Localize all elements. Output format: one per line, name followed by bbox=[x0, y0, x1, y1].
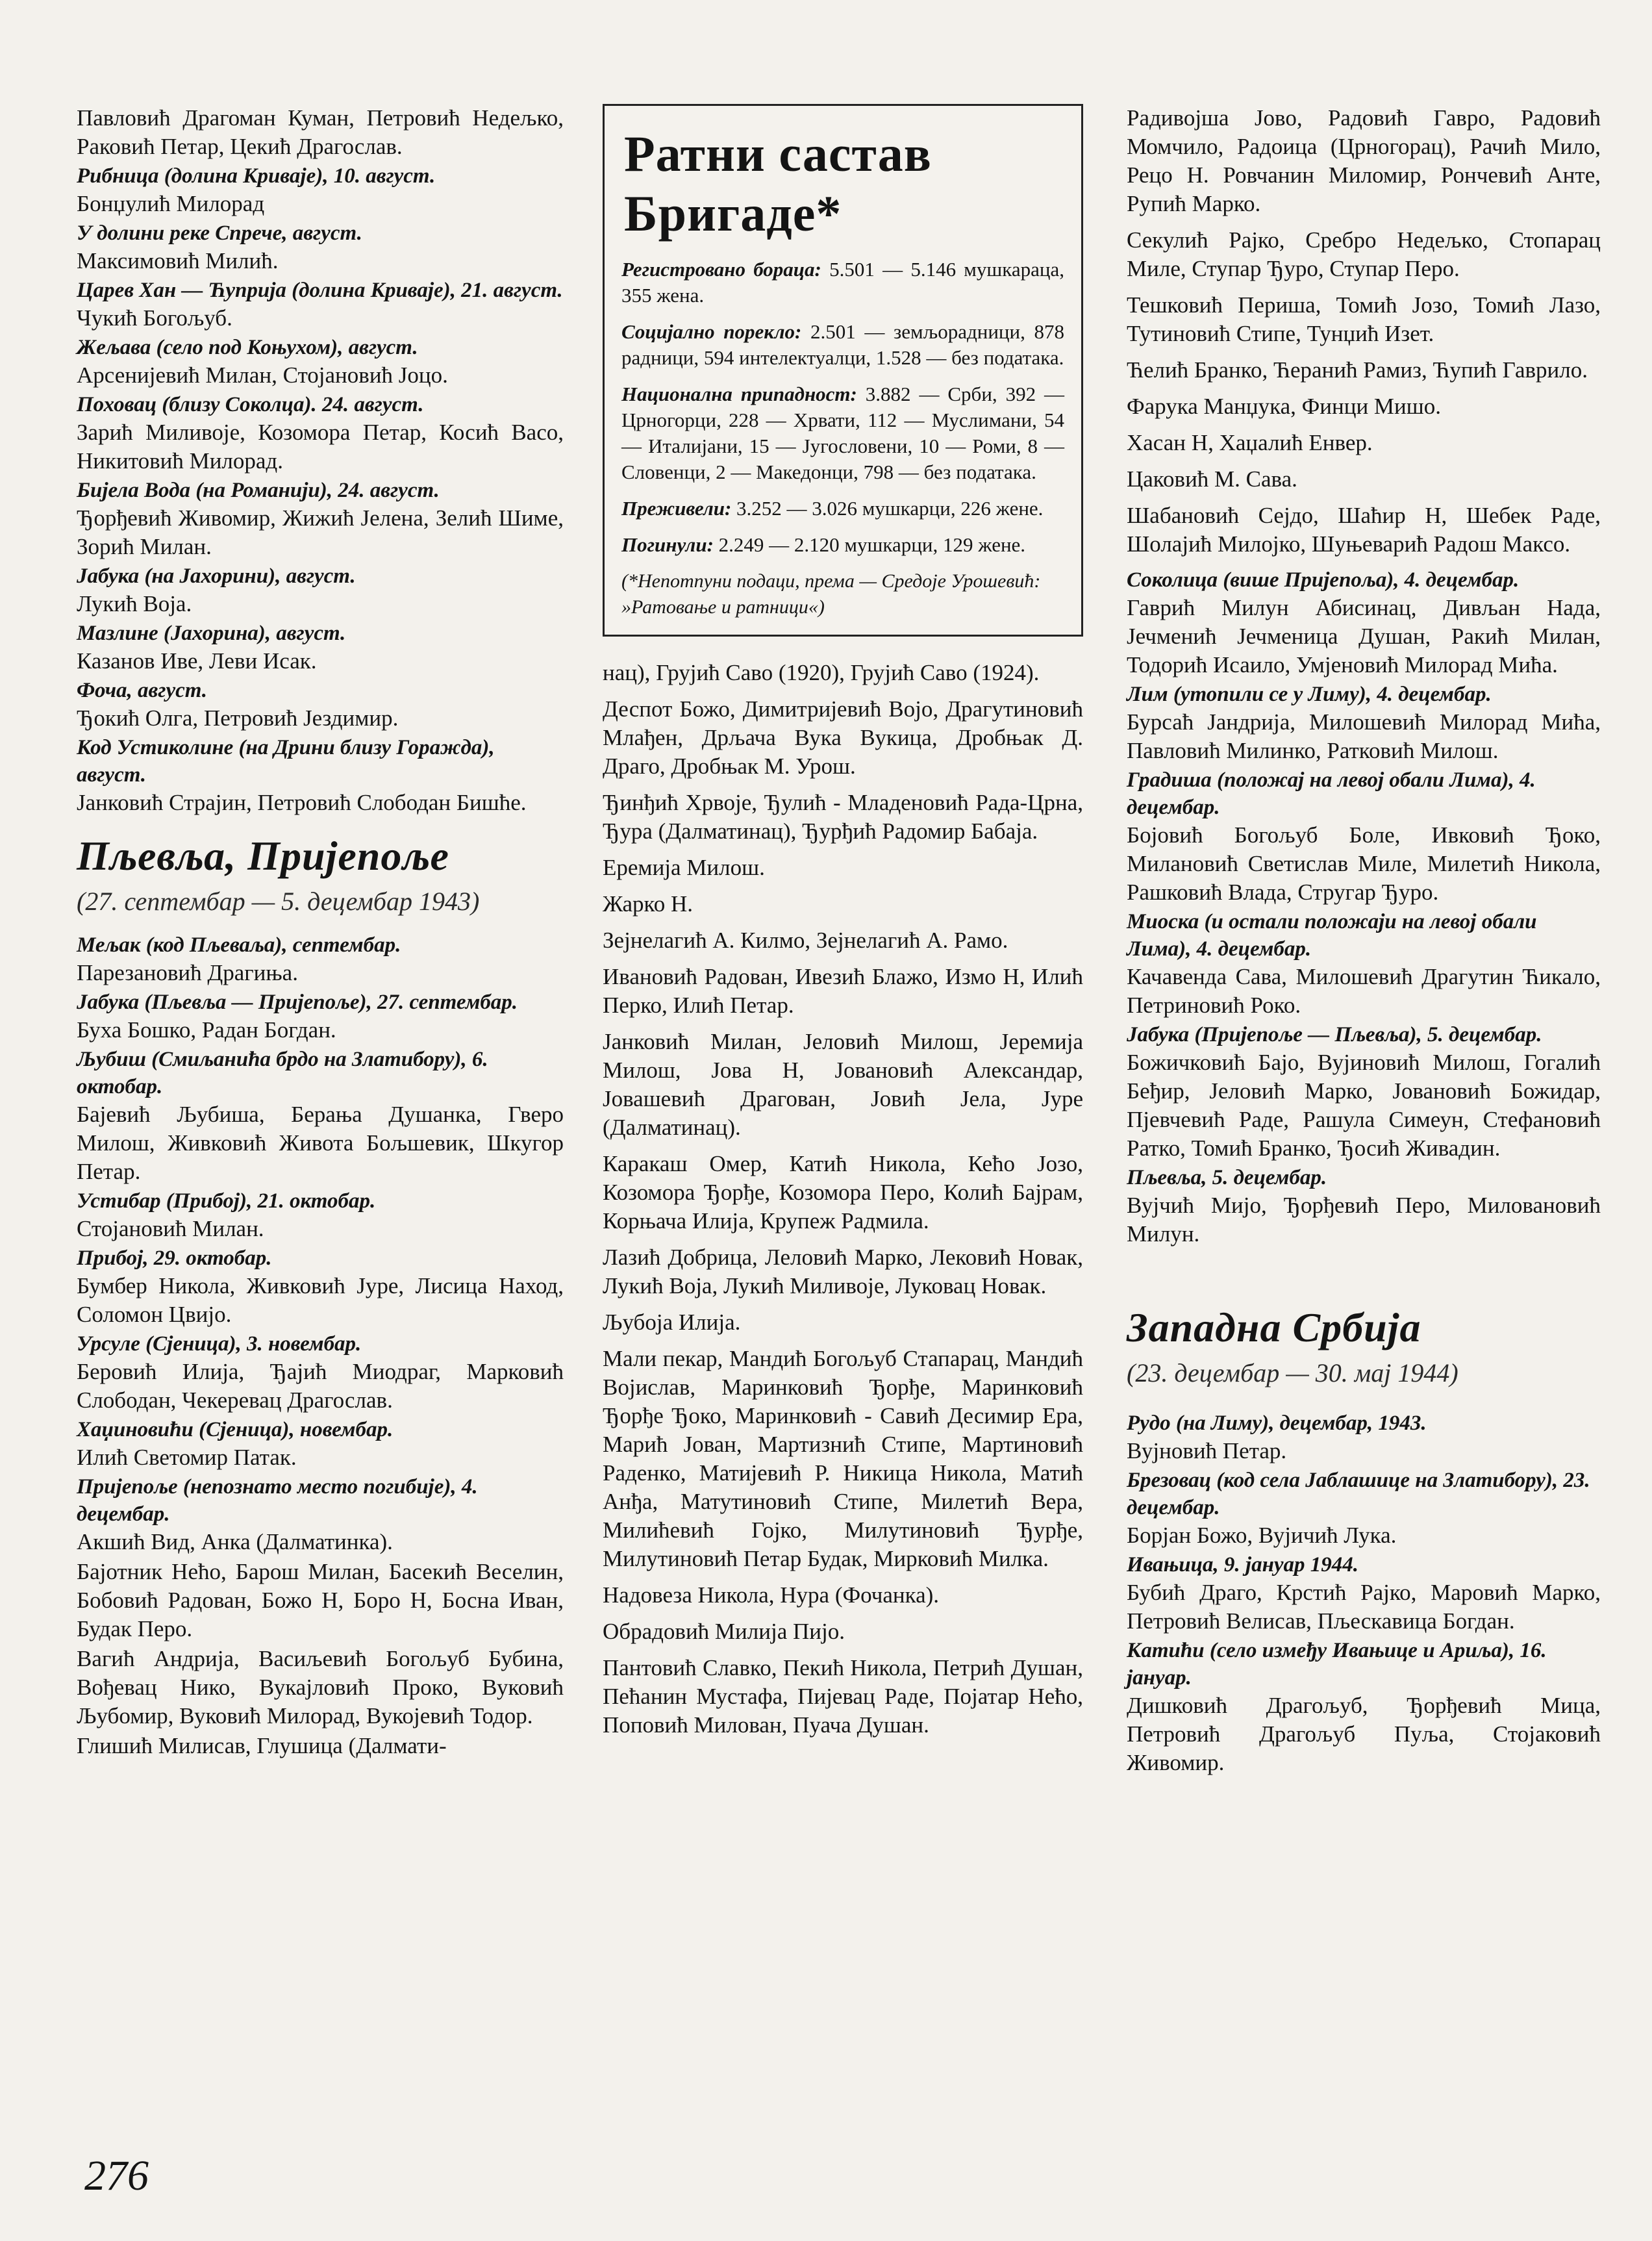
name-paragraph: Зејнелагић А. Килмо, Зејнелагић А. Рамо. bbox=[603, 928, 1008, 953]
location-heading: Лим (утопили се у Лиму), 4. децембар. bbox=[1127, 683, 1492, 706]
column-3 bbox=[1127, 104, 1601, 1779]
casualty-entry bbox=[77, 162, 564, 218]
name-paragraph: Жарко Н. bbox=[603, 891, 694, 917]
casualty-entry bbox=[77, 1046, 564, 1186]
names-text: Ђокић Олга, Петровић Јездимир. bbox=[77, 705, 399, 731]
casualty-entry bbox=[1127, 1164, 1601, 1248]
location-heading: Бијела Вода (на Романији), 24. август. bbox=[77, 479, 440, 502]
location-heading: Пљевља, 5. децембар. bbox=[1127, 1166, 1327, 1189]
column-2 bbox=[603, 104, 1083, 1747]
box-title: Ратни састав Бригаде* bbox=[624, 125, 932, 242]
casualty-entry bbox=[77, 1187, 564, 1243]
location-heading: Миоска (и остали положаји на левој обали Лима), 4. децембар. bbox=[1127, 910, 1537, 961]
casualty-entry bbox=[77, 931, 564, 987]
stat-text: 2.249 — 2.120 мушкарци, 129 жене. bbox=[718, 533, 1026, 556]
casualty-entry bbox=[1127, 1467, 1601, 1550]
names-text: Бајевић Љубиша, Берања Душанка, Гверо Милош, Живковић Живота Бољшевик, Шкугор Петар. bbox=[77, 1102, 564, 1184]
name-paragraph: Пантовић Славко, Пекић Никола, Петрић Душан, Пећанин Мустафа, Пијевац Раде, Појатар Нећо, Поповић Милован, Пуача Душан. bbox=[603, 1655, 1083, 1738]
stat-label: Регистровано бораца: bbox=[621, 258, 821, 281]
section-dates: (27. септембар — 5. децембар 1943) bbox=[77, 887, 480, 916]
stat-text: 5.501 — 5.146 мушкараца, 355 жена. bbox=[621, 258, 1065, 307]
name-paragraph: Секулић Рајко, Сребро Недељко, Стопарац Миле, Ступар Ђуро, Ступар Перо. bbox=[1127, 227, 1601, 281]
names-text: Бубић Драго, Крстић Рајко, Маровић Марко, Петровић Велисав, Пљескавица Богдан. bbox=[1127, 1580, 1601, 1634]
casualty-entry bbox=[1127, 1410, 1601, 1465]
casualty-entry bbox=[77, 563, 564, 618]
name-paragraph: нац), Грујић Саво (1920), Грујић Саво (1924). bbox=[603, 660, 1040, 685]
name-paragraph: Вагић Андрија, Васиљевић Богољуб Бубина, Вођевац Нико, Вукајловић Проко, Вуковић Љубомир, Вуковић Милорад, Вукојевић Тодор. bbox=[77, 1646, 564, 1728]
lead-paragraph: Павловић Драгоман Куман, Петровић Недељко, Раковић Петар, Цекић Драгослав. bbox=[77, 105, 564, 159]
stat-nationality bbox=[621, 381, 1064, 485]
casualty-entry bbox=[77, 477, 564, 561]
casualty-entry bbox=[77, 989, 564, 1045]
names-text: Качавенда Сава, Милошевић Драгутин Ћикало, Петриновић Роко. bbox=[1127, 964, 1601, 1018]
casualty-entry bbox=[1127, 1551, 1601, 1636]
name-paragraph: Надовеза Никола, Нура (Фочанка). bbox=[603, 1582, 940, 1608]
location-heading: Брезовац (код села Јаблашице на Златибору), 23. децембар. bbox=[1127, 1469, 1590, 1519]
section-dates: (23. децембар — 30. мај 1944) bbox=[1127, 1358, 1458, 1387]
location-heading: Катићи (село између Ивањице и Ариља), 16. јануар. bbox=[1127, 1639, 1547, 1690]
names-text: Јанковић Страјин, Петровић Слободан Бишће. bbox=[77, 790, 527, 815]
entries-list bbox=[1127, 566, 1601, 1248]
location-heading: Соколица (више Пријепоља), 4. децембар. bbox=[1127, 568, 1520, 592]
name-paragraph: Лазић Добрица, Лeловић Марко, Лековић Новак, Лукић Воја, Лукић Миливоје, Луковац Новак. bbox=[603, 1245, 1083, 1298]
names-text: Вујновић Петар. bbox=[1127, 1438, 1287, 1463]
location-heading: Хаџиновићи (Сјеница), новембар. bbox=[77, 1418, 394, 1441]
name-paragraph: Глишић Милисав, Глушица (Далмати- bbox=[77, 1733, 447, 1758]
location-heading: Ивањица, 9. јануар 1944. bbox=[1127, 1553, 1359, 1576]
name-paragraph: Ћелић Бранко, Ћеранић Рамиз, Ћупић Гаврило. bbox=[1127, 357, 1588, 383]
section-title: Пљевља, Пријепоље bbox=[77, 833, 449, 879]
stat-text: 3.252 — 3.026 мушкарци, 226 жене. bbox=[736, 497, 1044, 520]
name-paragraph: Фарука Манџука, Финци Мишо. bbox=[1127, 394, 1441, 419]
stats-box bbox=[603, 104, 1083, 637]
casualty-entry bbox=[1127, 766, 1601, 907]
stat-social-origin bbox=[621, 319, 1064, 371]
casualty-entry bbox=[77, 277, 564, 333]
names-text: Ђорђевић Живомир, Жижић Јелена, Зелић Шиме, Зорић Милан. bbox=[77, 505, 564, 559]
names-text: Бонџулић Милорад bbox=[77, 191, 265, 216]
entries-list bbox=[1127, 1410, 1601, 1777]
name-paragraph: Ђинђић Хрвоје, Ђулић - Младеновић Рада-Црна, Ђура (Далматинац), Ђурђић Радомир Бабаја. bbox=[603, 790, 1083, 844]
name-paragraph: Шабановић Сејдо, Шаћир Н, Шебек Раде, Шолајић Милојко, Шуњеварић Радош Максо. bbox=[1127, 503, 1601, 557]
names-text: Максимовић Милић. bbox=[77, 248, 279, 273]
location-heading: Јабука (Пљевља — Пријепоље), 27. септембар. bbox=[77, 991, 518, 1014]
casualty-entry bbox=[77, 1416, 564, 1472]
location-heading: Фоча, август. bbox=[77, 679, 208, 702]
names-text: Вујчић Мијо, Ђорђевић Перо, Миловановић Милун. bbox=[1127, 1193, 1601, 1247]
location-heading: Љубиш (Смиљанића брдо на Златибору), 6. октобар. bbox=[77, 1048, 488, 1098]
stat-registered bbox=[621, 257, 1064, 309]
entries-list bbox=[77, 162, 564, 817]
location-heading: Јабука (на Јахорини), август. bbox=[77, 564, 356, 588]
name-paragraph: Цаковић М. Сава. bbox=[1127, 466, 1297, 492]
location-heading: Царев Хан — Ћуприја (долина Криваје), 21. август. bbox=[77, 279, 563, 302]
column-1 bbox=[77, 104, 564, 1762]
location-heading: Жељава (село под Коњухом), август. bbox=[77, 336, 418, 359]
names-text: Зарић Миливоје, Козомора Петар, Косић Васо, Никитовић Милорад. bbox=[77, 420, 564, 474]
names-list bbox=[603, 659, 1083, 1740]
names-text: Борјан Божо, Вујичић Лука. bbox=[1127, 1523, 1397, 1548]
names-text: Буха Бошко, Радан Богдан. bbox=[77, 1017, 336, 1043]
section-title: Западна Србија bbox=[1127, 1304, 1421, 1350]
casualty-entry bbox=[1127, 1021, 1601, 1163]
location-heading: Устибар (Прибој), 21. октобар. bbox=[77, 1189, 376, 1213]
name-paragraph: Радивојша Јово, Радовић Гавро, Радовић Момчило, Радоица (Црногорац), Рачић Мило, Рецо Н. Ровчанин Миломир, Рончевић Анте, Рупић Марко. bbox=[1127, 105, 1601, 216]
stat-label: Преживели: bbox=[621, 497, 732, 520]
names-text: Стојановић Милан. bbox=[77, 1216, 264, 1241]
name-paragraph: Тешковић Периша, Томић Јозо, Томић Лазо, Тутиновић Стипе, Тунџић Изет. bbox=[1127, 292, 1601, 346]
names-text: Акшић Вид, Анка (Далматинка). bbox=[77, 1529, 393, 1554]
names-text: Казанов Иве, Леви Исак. bbox=[77, 648, 317, 674]
name-paragraph: Бајотник Нећо, Барош Милан, Басекић Веселин, Бобовић Радован, Божо Н, Боро Н, Босна Иван, Будак Перо. bbox=[77, 1559, 564, 1641]
entries-list bbox=[77, 931, 564, 1556]
names-text: Гаврић Милун Абисинац, Дивљан Нада, Јечменић Јечменица Душан, Ракић Милан, Тодорић Исаило, Умјеновић Милорад Мића. bbox=[1127, 595, 1601, 677]
casualty-entry bbox=[1127, 681, 1601, 765]
casualty-entry bbox=[1127, 566, 1601, 679]
location-heading: Рибница (долина Криваје), 10. август. bbox=[77, 164, 436, 188]
page-number: 276 bbox=[84, 2152, 149, 2199]
stat-label: Социјално порекло: bbox=[621, 320, 802, 343]
casualty-entry bbox=[77, 220, 564, 275]
location-heading: Урсуле (Сјеница), 3. новембар. bbox=[77, 1332, 362, 1356]
casualty-entry bbox=[77, 677, 564, 733]
names-list bbox=[1127, 104, 1601, 559]
box-note: (*Непотпуни подаци, према — Средоје Урошевић: »Ратовање и ратници«) bbox=[621, 570, 1041, 618]
casualty-entry bbox=[77, 734, 564, 817]
names-text: Арсенијевић Милан, Стојановић Јоцо. bbox=[77, 362, 448, 388]
names-text: Чукић Богољуб. bbox=[77, 305, 232, 331]
location-heading: Јабука (Пријепоље — Пљевља), 5. децембар. bbox=[1127, 1023, 1542, 1046]
location-heading: Рудо (на Лиму), децембар, 1943. bbox=[1127, 1412, 1427, 1435]
casualty-entry bbox=[77, 391, 564, 475]
location-heading: Прибој, 29. октобар. bbox=[77, 1247, 272, 1270]
stat-text: 3.882 — Срби, 392 — Црногорци, 228 — Хрвати, 112 — Муслимани, 54 — Италијани, 15 — Југословени, 10 — Роми, 8 — Словенци, 2 — Македонци, 798 — без података. bbox=[621, 383, 1064, 483]
names-text: Илић Светомир Патак. bbox=[77, 1445, 297, 1470]
location-heading: Пријепоље (непознато место погибије), 4. децембар. bbox=[77, 1475, 478, 1526]
name-paragraph: Деспот Божо, Димитријевић Војо, Драгутиновић Млађен, Дрљача Вука Вукица, Дробњак Д. Драго, Дробњак М. Урош. bbox=[603, 696, 1083, 779]
location-heading: Поховац (близу Соколца). 24. август. bbox=[77, 393, 424, 416]
names-text: Божичковић Бајо, Вујиновић Милош, Гогалић Беђир, Јеловић Марко, Јовановић Божидар, Пјевчевић Раде, Рашула Симеун, Стефановић Ратко, Томић Бранко, Ђосић Живадин. bbox=[1127, 1050, 1601, 1161]
name-paragraph: Хасан Н, Хаџалић Енвер. bbox=[1127, 430, 1373, 455]
stat-text: 2.501 — земљорадници, 878 радници, 594 интелектуалци, 1.528 — без података. bbox=[621, 320, 1064, 369]
stat-label: Национална припадност: bbox=[621, 383, 857, 405]
casualty-entry bbox=[1127, 908, 1601, 1020]
stat-survived bbox=[621, 496, 1064, 522]
location-heading: Мазлине (Јахорина), август. bbox=[77, 622, 346, 645]
name-paragraph: Мали пекар, Мандић Богољуб Стапарац, Мандић Војислав, Маринковић Ђорђе, Маринковић Ђорђе Ђоко, Маринковић - Савић Десимир Ера, Марић Јован, Мартизнић Стипе, Мартиновић Раденко, Матијевић Р. Никица Никола, Матић Анђа, Матутиновић Стипе, Милетић Вера, Милићевић Гојко, Милутиновић Ђурђе, Милутиновић Петар Будак, Мирковић Милка. bbox=[603, 1346, 1083, 1571]
name-paragraph: Љубоја Илија. bbox=[603, 1310, 741, 1335]
names-text: Дишковић Драгољуб, Ђорђевић Мица, Петровић Драгољуб Пуља, Стојаковић Живомир. bbox=[1127, 1693, 1601, 1775]
name-paragraph: Еремија Милош. bbox=[603, 855, 765, 880]
location-heading: Код Устиколине (на Дрини близу Горажда), август. bbox=[77, 736, 495, 787]
casualty-entry bbox=[77, 334, 564, 390]
stat-label: Погинули: bbox=[621, 533, 714, 556]
names-text: Беровић Илија, Ђајић Миодраг, Марковић Слободан, Чекеревац Драгослав. bbox=[77, 1359, 564, 1413]
name-paragraph: Каракаш Омер, Катић Никола, Кећо Јозо, Козомора Ђорђе, Козомора Перо, Колић Бајрам, Корњача Илија, Крупеж Радмила. bbox=[603, 1151, 1083, 1234]
casualty-entry bbox=[77, 1330, 564, 1415]
name-paragraph: Ивановић Радован, Ивезић Блажо, Измо Н, Илић Перко, Илић Петар. bbox=[603, 964, 1083, 1018]
casualty-entry bbox=[77, 620, 564, 676]
names-text: Парезановић Драгиња. bbox=[77, 960, 298, 985]
name-paragraph: Јанковић Милан, Јеловић Милош, Јеремија Милош, Јова Н, Јовановић Александар, Јовашевић Драгован, Јовић Јела, Јуре (Далматинац). bbox=[603, 1029, 1083, 1140]
names-text: Бумбер Никола, Живковић Јуре, Лисица Наход, Соломон Цвијо. bbox=[77, 1273, 564, 1327]
casualty-entry bbox=[77, 1473, 564, 1556]
casualty-entry bbox=[1127, 1637, 1601, 1777]
location-heading: Мељак (код Пљеваља), септембар. bbox=[77, 933, 401, 957]
name-paragraph: Обрадовић Милија Пијо. bbox=[603, 1619, 845, 1644]
names-text: Лукић Воја. bbox=[77, 591, 192, 616]
names-text: Бурсаћ Јандрија, Милошевић Милорад Мића, Павловић Милинко, Ратковић Милош. bbox=[1127, 709, 1601, 763]
location-heading: Градиша (положај на левој обали Лима), 4. децембар. bbox=[1127, 768, 1536, 819]
names-text: Бојовић Богољуб Боле, Ивковић Ђоко, Милановић Светислав Миле, Милетић Никола, Рашковић Влада, Стругар Ђуро. bbox=[1127, 822, 1601, 905]
casualty-entry bbox=[77, 1245, 564, 1329]
stat-killed bbox=[621, 532, 1064, 558]
location-heading: У долини реке Спрече, август. bbox=[77, 222, 362, 245]
